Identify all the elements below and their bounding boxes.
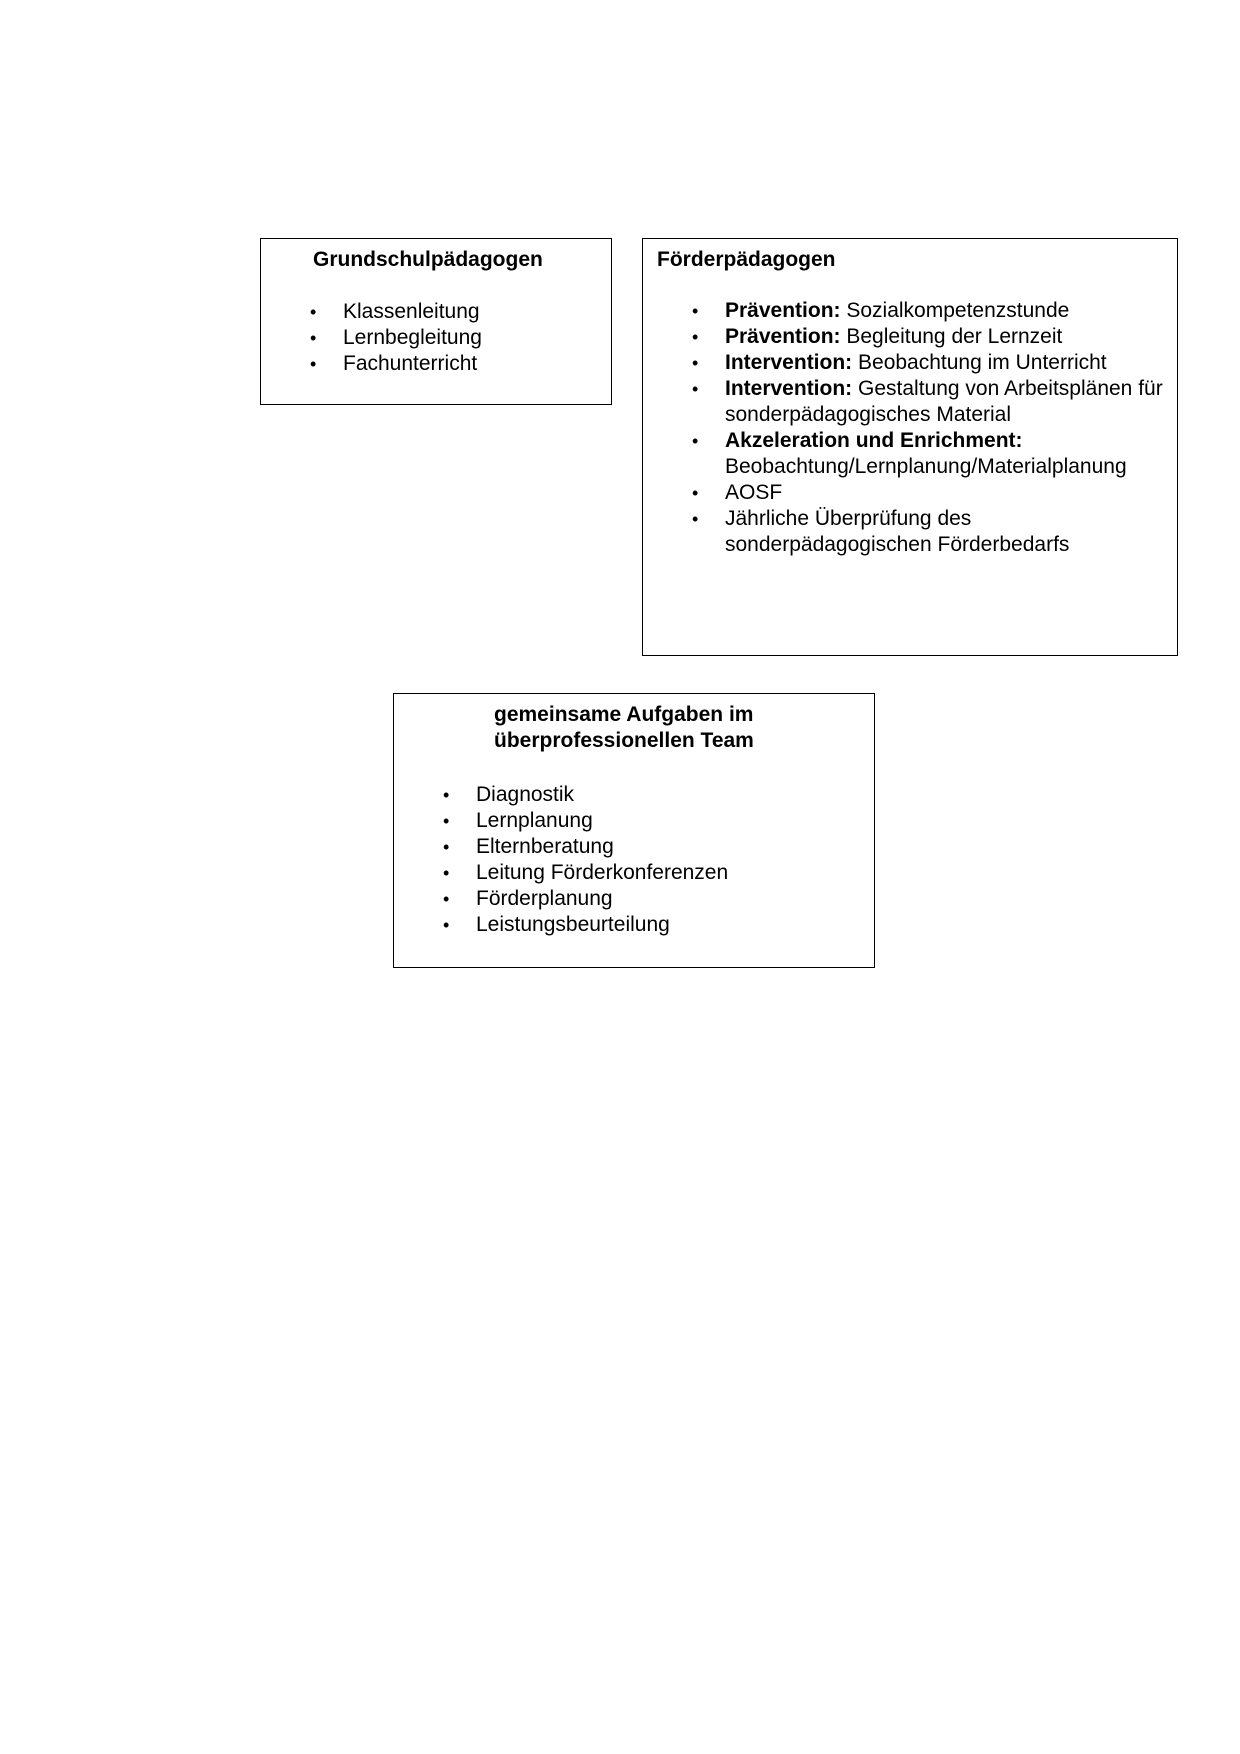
list-item-text: Beobachtung/Lernplanung/Materialplanung: [725, 455, 1127, 478]
list-item: [692, 428, 1165, 480]
bullet-icon: •: [443, 915, 450, 935]
list-item-text: Leitung Förderkonferenzen: [476, 861, 729, 884]
gemeinsame-aufgaben-title: gemeinsame Aufgaben im überprofessionellen Team: [494, 703, 754, 752]
list-item: [443, 808, 856, 834]
foerderpaedagogen-list: [692, 298, 1165, 558]
list-item-label: Akzeleration und Enrichment:: [725, 429, 1023, 452]
foerderpaedagogen-box: [642, 238, 1178, 656]
list-item-text: Gestaltung von Arbeitsplänen für sonderpädagogisches Material: [725, 377, 1163, 426]
bullet-icon: •: [692, 483, 699, 503]
list-item: [310, 299, 603, 325]
bullet-icon: •: [443, 811, 450, 831]
bullet-icon: •: [692, 327, 699, 347]
bullet-icon: •: [310, 302, 317, 322]
grundschulpaedagogen-list: [310, 299, 603, 377]
bullet-icon: •: [310, 328, 317, 348]
list-item-text: Elternberatung: [476, 835, 614, 858]
bullet-icon: •: [692, 431, 699, 451]
list-item: [443, 912, 856, 938]
list-item: [692, 324, 1165, 350]
list-item-text: Lernbegleitung: [343, 326, 482, 349]
list-item: [443, 860, 856, 886]
list-item-text: AOSF: [725, 481, 783, 504]
gemeinsame-aufgaben-box: [393, 693, 875, 968]
list-item: [692, 506, 1165, 558]
list-item-label: Prävention:: [725, 299, 841, 322]
list-item-text: Diagnostik: [476, 783, 575, 806]
list-item-text: Fachunterricht: [343, 352, 478, 375]
grundschulpaedagogen-box: [260, 238, 612, 405]
bullet-icon: •: [692, 379, 699, 399]
gemeinsame-aufgaben-list: [443, 782, 856, 938]
list-item: [443, 886, 856, 912]
bullet-icon: •: [310, 354, 317, 374]
list-item: [443, 834, 856, 860]
list-item-text: Jährliche Überprüfung des sonderpädagogischen Förderbedarfs: [725, 507, 1070, 556]
grundschulpaedagogen-title: Grundschulpädagogen: [313, 248, 543, 271]
list-item: [692, 376, 1165, 428]
list-item: [443, 782, 856, 808]
list-item-text: Sozialkompetenzstunde: [840, 299, 1070, 322]
bullet-icon: •: [692, 509, 699, 529]
bullet-icon: •: [692, 301, 699, 321]
list-item-text: Beobachtung im Unterricht: [852, 351, 1107, 374]
bullet-icon: •: [443, 863, 450, 883]
list-item: [692, 350, 1165, 376]
bullet-icon: •: [443, 785, 450, 805]
list-item-label: Prävention:: [725, 325, 841, 348]
list-item: [692, 298, 1165, 324]
list-item: [310, 325, 603, 351]
list-item: [692, 480, 1165, 506]
list-item-text: Begleitung der Lernzeit: [840, 325, 1063, 348]
list-item: [310, 351, 603, 377]
list-item-label: Intervention:: [725, 377, 853, 400]
bullet-icon: •: [443, 837, 450, 857]
foerderpaedagogen-title: Förderpädagogen: [657, 248, 836, 271]
list-item-text: Lernplanung: [476, 809, 593, 832]
list-item-label: Intervention:: [725, 351, 853, 374]
list-item-text: Förderplanung: [476, 887, 613, 910]
bullet-icon: •: [443, 889, 450, 909]
bullet-icon: •: [692, 353, 699, 373]
list-item-text: Klassenleitung: [343, 300, 480, 323]
list-item-text: Leistungsbeurteilung: [476, 913, 670, 936]
